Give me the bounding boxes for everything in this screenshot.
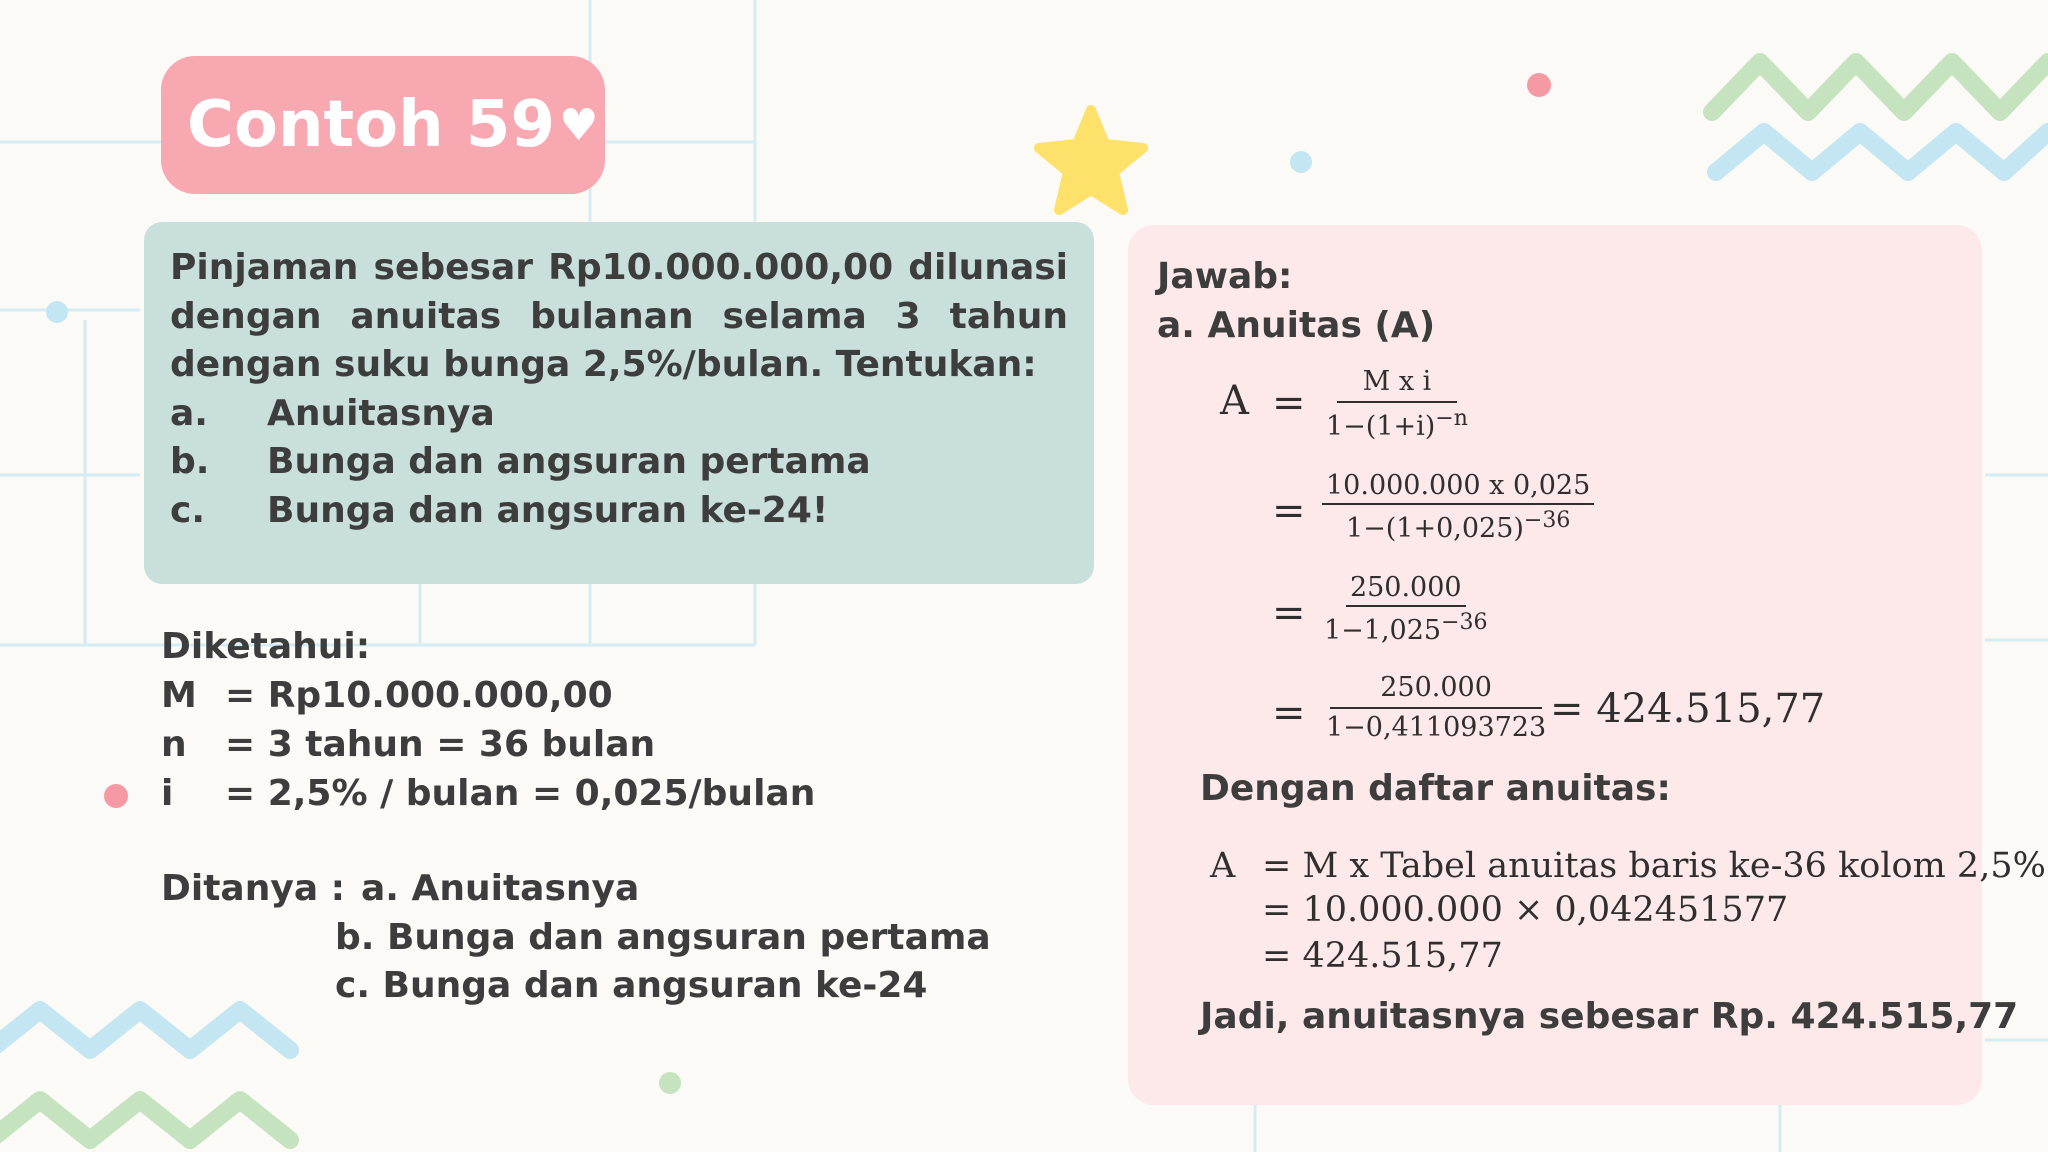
known-row [161, 671, 815, 720]
step1-denominator [1342, 505, 1574, 544]
table-line [1210, 846, 2046, 886]
table-line [1262, 890, 1788, 930]
formula-denominator-exponent: −n [1435, 406, 1468, 431]
table-line [1262, 936, 1503, 976]
step1-eq: = [1272, 488, 1306, 534]
formula-eq: = [1272, 380, 1306, 426]
known-row [161, 769, 815, 818]
decorative-dot [46, 301, 68, 323]
step1-denominator-exponent: −36 [1523, 508, 1571, 533]
table-method-heading: Dengan daftar anuitas: [1200, 768, 1671, 809]
known-section [161, 622, 815, 818]
known-value: = Rp10.000.000,00 [225, 675, 613, 716]
step3-denominator: 1−0,411093723 [1326, 712, 1547, 743]
answer-heading-block [1157, 252, 1435, 350]
slide-title-badge [161, 56, 605, 194]
known-symbol: i [161, 773, 174, 814]
step2-denominator-exponent: −36 [1441, 610, 1488, 635]
step3-numerator: 250.000 [1330, 672, 1542, 709]
asked-row [161, 865, 991, 914]
known-value: = 3 tahun = 36 bulan [225, 724, 656, 765]
step2-denominator [1320, 607, 1492, 646]
known-symbol: M [161, 675, 197, 716]
decorative-dot [659, 1072, 681, 1094]
option-label: b. [170, 441, 210, 482]
heart-icon: ♥ [558, 99, 599, 151]
decorative-dot [104, 784, 128, 808]
problem-option [170, 487, 1068, 536]
problem-option [170, 438, 1068, 487]
table-line-rhs: = 424.515,77 [1262, 936, 1503, 976]
problem-option [170, 390, 1068, 439]
option-text: Anuitasnya [267, 392, 495, 434]
known-row [161, 720, 815, 769]
step1-fraction [1322, 470, 1594, 544]
decorative-dot [1527, 73, 1551, 97]
step2-denominator-base: 1−1,025 [1324, 615, 1442, 646]
formula-lhs: A [1220, 378, 1249, 424]
step2-numerator: 250.000 [1346, 572, 1466, 607]
option-label: a. [170, 392, 208, 434]
step1-denominator-base: 1−(1+0,025) [1345, 513, 1524, 544]
table-line-lhs: A [1210, 846, 1236, 886]
step2-eq: = [1272, 590, 1306, 636]
answer-subheading: a. Anuitas (A) [1157, 305, 1436, 346]
answer-heading: Jawab: [1157, 256, 1293, 297]
problem-box [144, 222, 1094, 584]
conclusion: Jadi, anuitasnya sebesar Rp. 424.515,77 [1200, 996, 2019, 1037]
star-icon [1030, 104, 1152, 222]
asked-item: a. Anuitasnya [361, 868, 640, 909]
known-symbol: n [161, 724, 187, 765]
formula-numerator: M x i [1337, 366, 1458, 403]
formula-denominator [1322, 403, 1472, 442]
formula-fraction [1322, 366, 1472, 442]
option-label: c. [170, 489, 206, 531]
answer-box [1128, 225, 1982, 1105]
table-line-rhs: = 10.000.000 × 0,042451577 [1262, 890, 1789, 930]
asked-item: c. Bunga dan angsuran ke-24 [335, 965, 928, 1006]
step3-fraction [1322, 672, 1550, 743]
step3-eq: = [1272, 690, 1306, 736]
known-value: = 2,5% / bulan = 0,025/bulan [225, 773, 816, 814]
asked-row [161, 962, 991, 1011]
problem-statement: Pinjaman sebesar Rp10.000.000,00 dilunasi dengan anuitas bulanan selama 3 tahun dengan suku bunga 2,5%/bulan. Tentukan: [170, 247, 1068, 385]
asked-row [161, 914, 991, 963]
formula-denominator-base: 1−(1+i) [1326, 411, 1436, 442]
zigzag-decoration-bottom-left [0, 990, 320, 1152]
zigzag-decoration-top-right [1700, 40, 2048, 220]
slide-title: Contoh 59 [187, 88, 555, 162]
table-line-rhs: = M x Tabel anuitas baris ke-36 kolom 2,5% [1262, 846, 2046, 886]
step3-result: = 424.515,77 [1550, 686, 1826, 732]
asked-label: Ditanya : [161, 868, 346, 909]
option-text: Bunga dan angsuran pertama [267, 441, 871, 482]
step2-fraction [1320, 572, 1492, 646]
known-heading: Diketahui: [161, 626, 371, 667]
step1-numerator: 10.000.000 x 0,025 [1322, 470, 1594, 505]
asked-section [161, 865, 991, 1011]
asked-item: b. Bunga dan angsuran pertama [335, 916, 991, 958]
decorative-dot [1290, 151, 1312, 173]
option-text: Bunga dan angsuran ke-24! [267, 489, 829, 531]
